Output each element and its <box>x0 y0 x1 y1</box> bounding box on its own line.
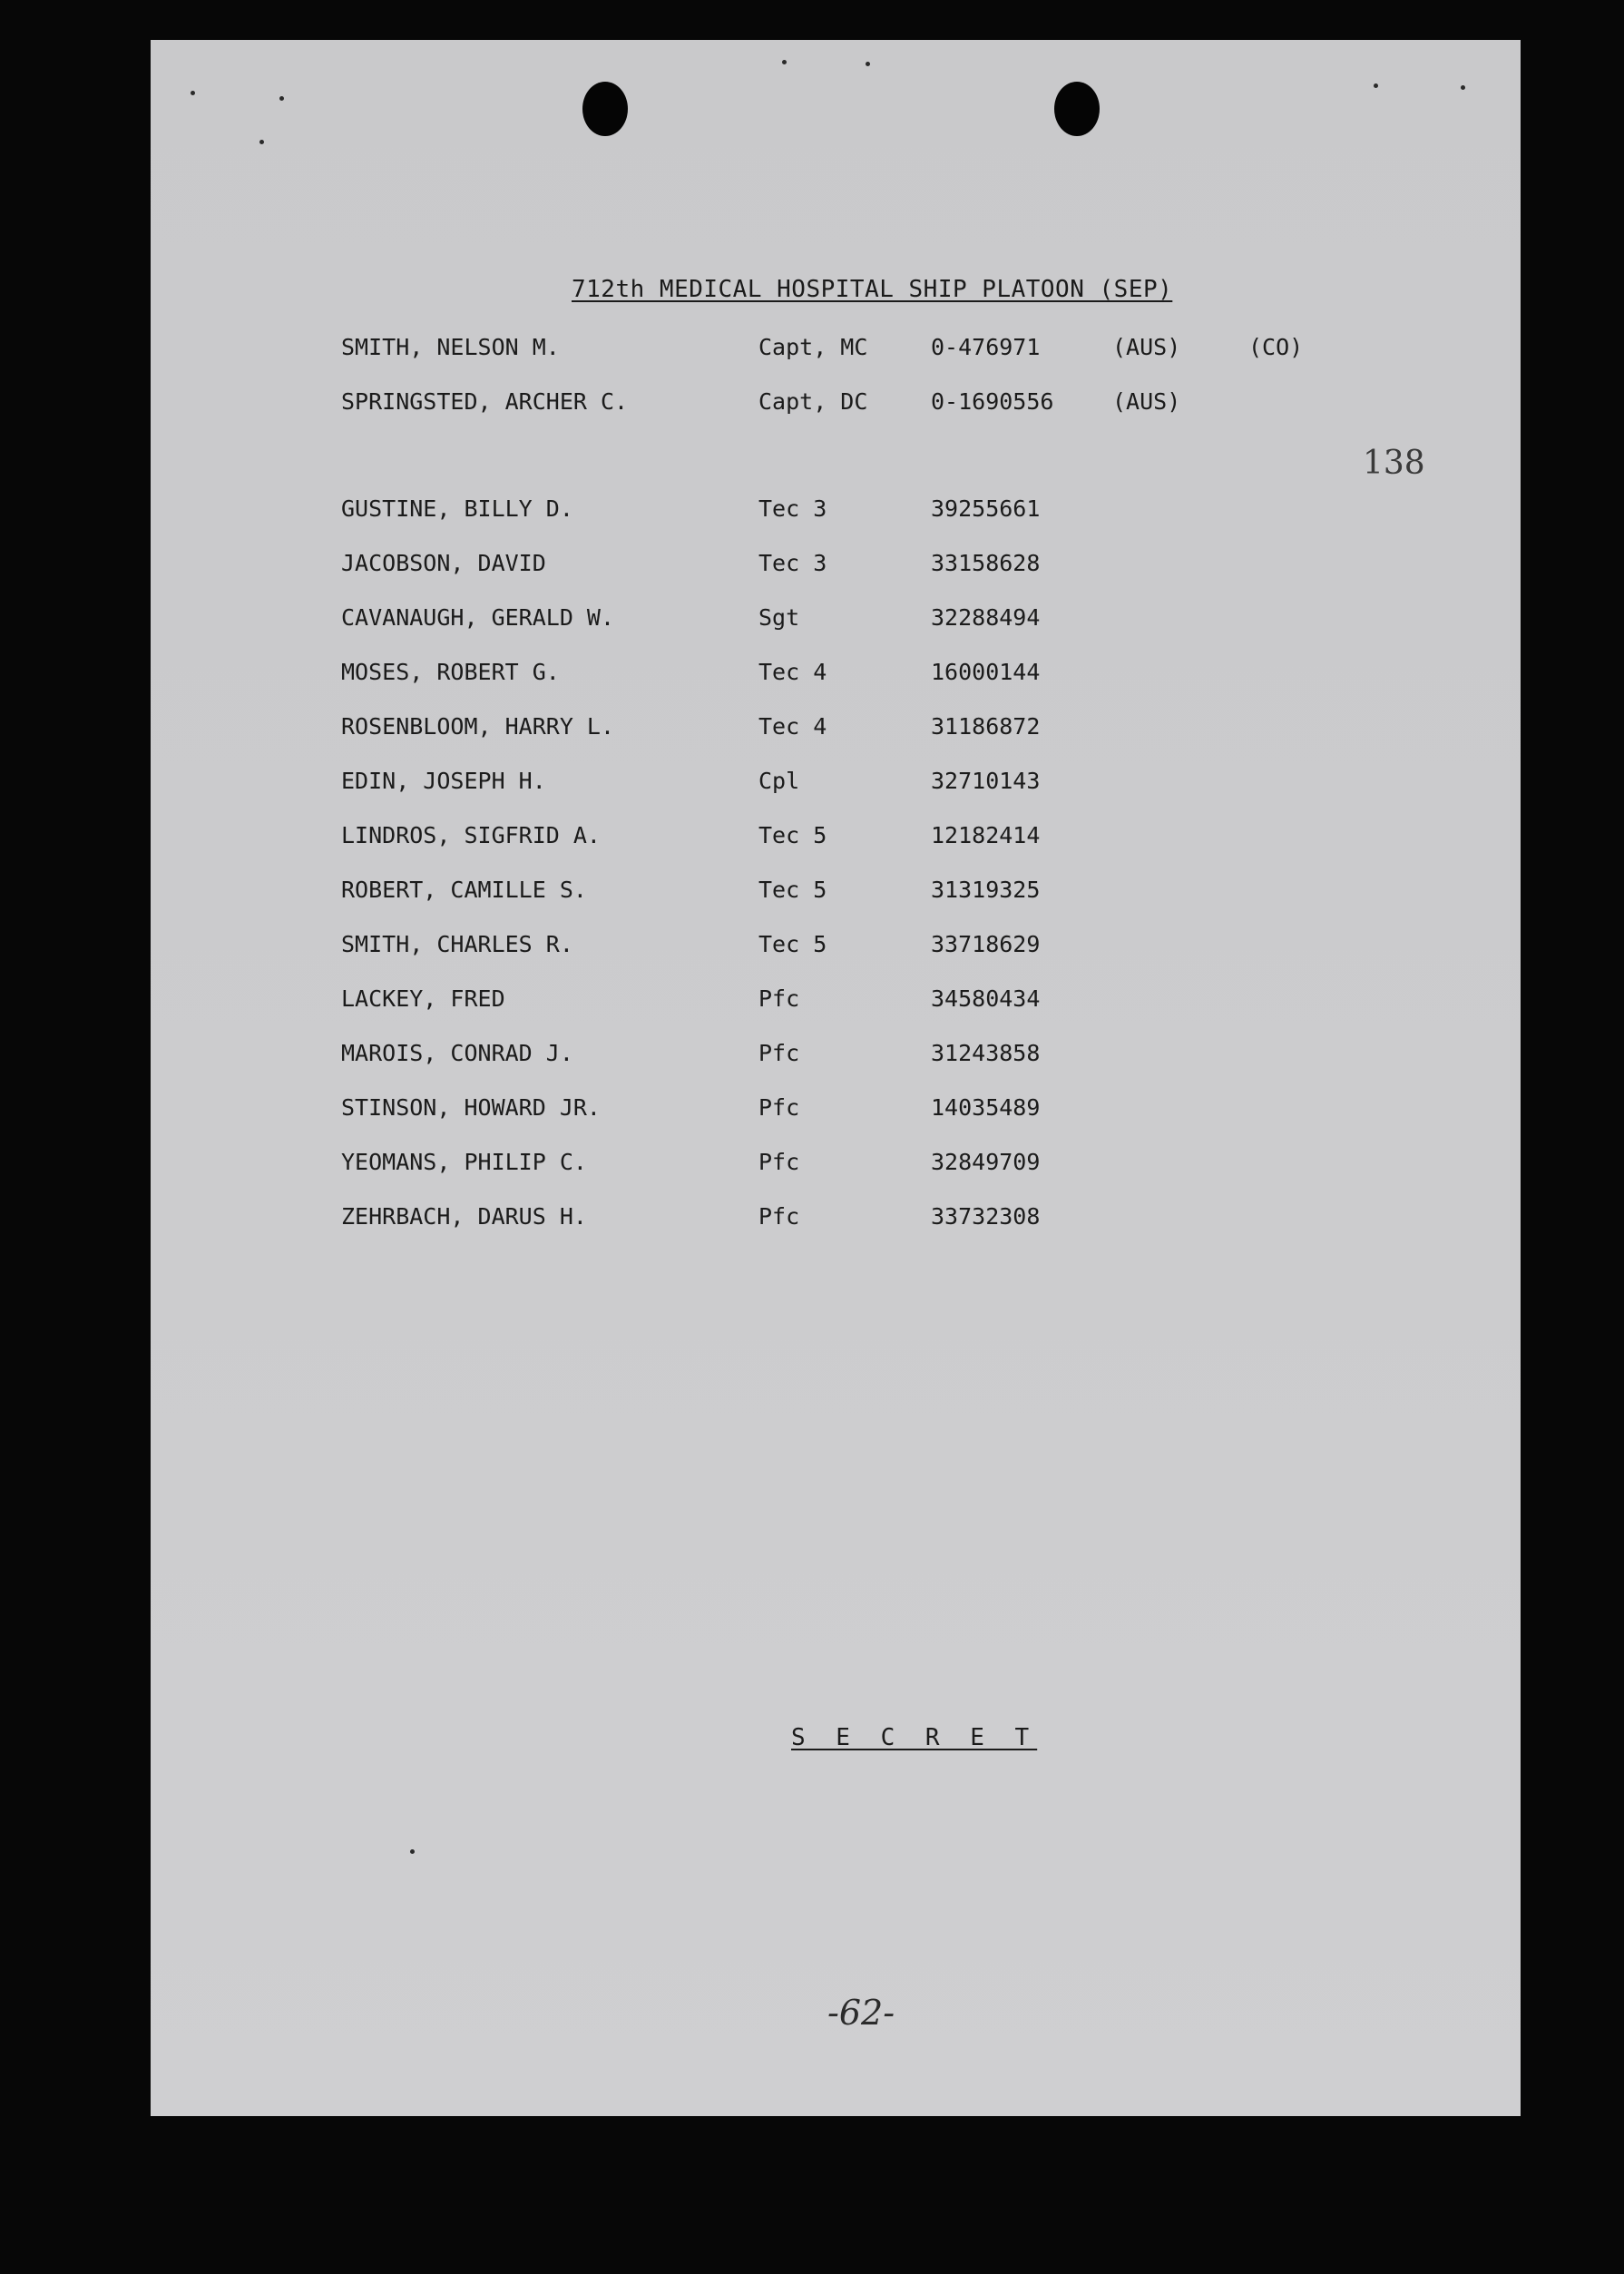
enlisted-grade: Tec 5 <box>758 822 827 848</box>
enlisted-grade: Sgt <box>758 604 800 631</box>
enlisted-grade: Pfc <box>758 1040 800 1066</box>
officer-note: (CO) <box>1248 334 1304 360</box>
officer-name: SMITH, NELSON M. <box>341 334 560 360</box>
enlisted-serial: 14035489 <box>931 1094 1041 1121</box>
enlisted-name: MAROIS, CONRAD J. <box>341 1040 573 1066</box>
enlisted-name: GUSTINE, BILLY D. <box>341 495 573 522</box>
officer-serial: 0-476971 <box>931 334 1041 360</box>
speck <box>410 1849 415 1854</box>
enlisted-grade: Pfc <box>758 1203 800 1230</box>
document-page <box>151 40 1521 2116</box>
enlisted-serial: 33158628 <box>931 550 1041 576</box>
enlisted-serial: 31319325 <box>931 877 1041 903</box>
enlisted-serial: 33732308 <box>931 1203 1041 1230</box>
enlisted-grade: Tec 5 <box>758 877 827 903</box>
enlisted-name: JACOBSON, DAVID <box>341 550 546 576</box>
enlisted-serial: 39255661 <box>931 495 1041 522</box>
enlisted-name: ROSENBLOOM, HARRY L. <box>341 713 615 740</box>
speck <box>259 140 264 144</box>
enlisted-name: EDIN, JOSEPH H. <box>341 768 546 794</box>
enlisted-name: LACKEY, FRED <box>341 985 505 1012</box>
speck <box>191 91 195 95</box>
officer-component: (AUS) <box>1112 334 1181 360</box>
enlisted-grade: Pfc <box>758 985 800 1012</box>
enlisted-grade: Cpl <box>758 768 800 794</box>
classification-marking: S E C R E T <box>791 1724 1038 1751</box>
officer-grade: Capt, MC <box>758 334 868 360</box>
enlisted-name: ROBERT, CAMILLE S. <box>341 877 587 903</box>
speck <box>866 62 870 66</box>
enlisted-grade: Tec 4 <box>758 659 827 685</box>
officer-component: (AUS) <box>1112 388 1181 415</box>
enlisted-serial: 31186872 <box>931 713 1041 740</box>
enlisted-serial: 16000144 <box>931 659 1041 685</box>
officer-name: SPRINGSTED, ARCHER C. <box>341 388 629 415</box>
enlisted-grade: Tec 3 <box>758 495 827 522</box>
enlisted-name: STINSON, HOWARD JR. <box>341 1094 601 1121</box>
officer-grade: Capt, DC <box>758 388 868 415</box>
enlisted-serial: 32288494 <box>931 604 1041 631</box>
enlisted-name: MOSES, ROBERT G. <box>341 659 560 685</box>
enlisted-serial: 34580434 <box>931 985 1041 1012</box>
enlisted-grade: Tec 3 <box>758 550 827 576</box>
enlisted-name: YEOMANS, PHILIP C. <box>341 1149 587 1175</box>
enlisted-grade: Pfc <box>758 1149 800 1175</box>
folio-number: 138 <box>1363 445 1425 482</box>
enlisted-serial: 32849709 <box>931 1149 1041 1175</box>
enlisted-serial: 31243858 <box>931 1040 1041 1066</box>
enlisted-grade: Tec 4 <box>758 713 827 740</box>
enlisted-serial: 32710143 <box>931 768 1041 794</box>
speck <box>279 96 284 101</box>
enlisted-grade: Pfc <box>758 1094 800 1121</box>
enlisted-grade: Tec 5 <box>758 931 827 957</box>
officer-serial: 0-1690556 <box>931 388 1054 415</box>
enlisted-serial: 33718629 <box>931 931 1041 957</box>
punch-hole-right <box>1054 82 1100 136</box>
page-number: -62- <box>827 1993 895 2033</box>
document-title: 712th MEDICAL HOSPITAL SHIP PLATOON (SEP) <box>572 276 1173 303</box>
enlisted-name: CAVANAUGH, GERALD W. <box>341 604 615 631</box>
speck <box>782 60 787 64</box>
punch-hole-left <box>582 82 628 136</box>
enlisted-serial: 12182414 <box>931 822 1041 848</box>
enlisted-name: LINDROS, SIGFRID A. <box>341 822 601 848</box>
speck <box>1374 83 1378 88</box>
enlisted-name: SMITH, CHARLES R. <box>341 931 573 957</box>
enlisted-name: ZEHRBACH, DARUS H. <box>341 1203 587 1230</box>
speck <box>1461 85 1465 90</box>
